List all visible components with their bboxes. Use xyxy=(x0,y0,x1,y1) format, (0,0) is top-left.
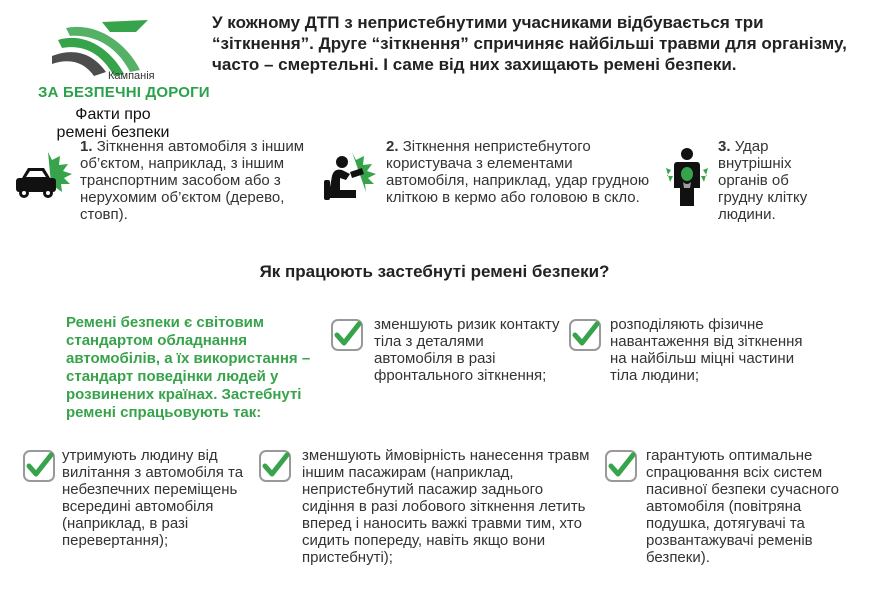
fact-2-text: Зіткнення непристебнутого користувача з елементами автомобіля, наприклад, удар грудною кліткою в кермо або головою в скло. xyxy=(386,138,650,206)
fact-2 xyxy=(386,138,651,206)
fact-3-text: Удар внутрішніх органів об грудну клітку людини. xyxy=(718,138,808,223)
intro-text: Ремені безпеки є світовим стандартом обладнання автомобілів, а їх використання – стандарт поведінки людей у розвинених країнах. Застебнуті ремені спрацьовують так: xyxy=(66,314,311,421)
internal-organs-icon xyxy=(664,146,710,208)
logo-subtitle-line1: Факти про xyxy=(75,106,151,123)
checkmark-icon xyxy=(258,449,292,483)
checkmark-icon xyxy=(568,318,602,352)
section-title: Як працюють застебнуті ремені безпеки? xyxy=(259,262,610,281)
fact-2-number: 2. xyxy=(386,138,399,155)
benefit-item-4: зменшують ймовірність нанесення травм іншим пасажирам (наприклад, непристебнутий пасажир заднього сидіння в разі лобового зіткнення летить вперед і наносить важкі травми тим, хто сидить попереду, навіть якщо вони пристебнуті); xyxy=(302,447,590,566)
benefit-item-2: розподіляють фізичне навантаження від зіткнення на найбільш міцні частини тіла людини; xyxy=(610,316,803,384)
fact-1-text: Зіткнення автомобіля з іншим об’єктом, наприклад, з іншим транспортним засобом або з нерухомим об’єктом (дерево, стовп). xyxy=(80,138,305,223)
checkmark-icon xyxy=(22,449,56,483)
checkmark-icon xyxy=(330,318,364,352)
fact-3-number: 3. xyxy=(718,138,731,155)
logo-subtitle-line2: ремені безпеки xyxy=(56,124,170,141)
benefit-item-5: гарантують оптимальне спрацювання всіх систем пасивної безпеки сучасного автомобіля (повітряна подушка, дотягувачі та розвантажувачі ременів безпеки). xyxy=(646,447,839,566)
fact-3 xyxy=(718,138,838,223)
car-crash-icon xyxy=(12,150,74,202)
headline: У кожному ДТП з непристебнутими учасниками відбувається три “зіткнення”. Друге “зіткнення” спричиняє найбільші травми для організму, часто – смертельні. І саме від них захищають ремені безпеки. xyxy=(212,13,847,74)
logo-name-text: ЗА БЕЗПЕЧНІ ДОРОГИ xyxy=(38,84,210,101)
benefit-item-3: утримують людину від вилітання з автомобіля та небезпечних переміщень всередині автомобіля (наприклад, в разі перевертання); xyxy=(62,447,244,549)
benefit-item-1: зменшують ризик контакту тіла з деталями автомобіля в разі фронтального зіткнення; xyxy=(374,316,560,384)
fact-1 xyxy=(80,138,330,223)
fact-1-number: 1. xyxy=(80,138,93,155)
campaign-logo xyxy=(38,18,210,141)
checkmark-icon xyxy=(604,449,638,483)
driver-impact-icon xyxy=(322,150,380,202)
logo-subtitle xyxy=(38,106,188,142)
logo-kampaniya-text: Кампанія xyxy=(108,70,155,82)
